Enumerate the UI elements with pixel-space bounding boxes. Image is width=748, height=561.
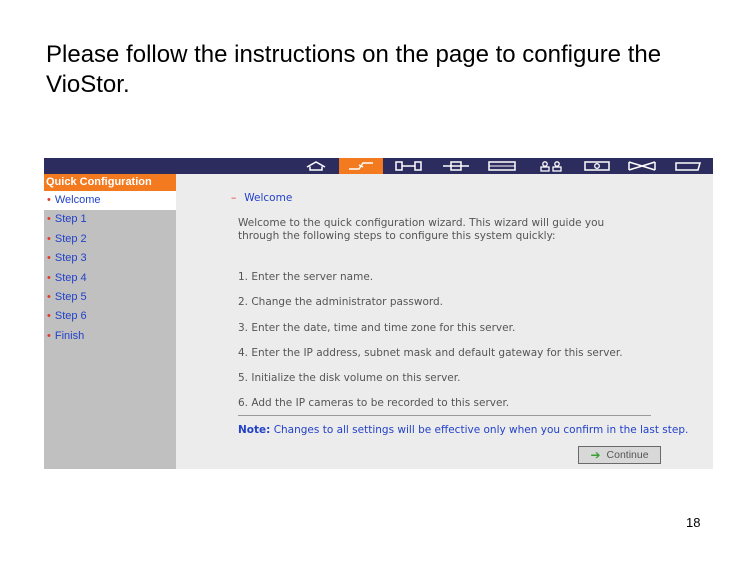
page-number: 18	[686, 515, 701, 530]
nav-users[interactable]	[529, 158, 573, 174]
sidebar-item-label: Step 4	[54, 271, 87, 284]
step-text: 5. Initialize the disk volume on this server.	[238, 372, 461, 384]
nav-network[interactable]	[434, 158, 478, 174]
sidebar-item-step-3[interactable]	[44, 249, 176, 268]
nav-camera[interactable]	[575, 158, 619, 174]
note-text	[238, 424, 688, 436]
bandwidth-icon	[627, 160, 657, 172]
sidebar-item-welcome[interactable]	[44, 191, 176, 210]
sidebar-item-label: Step 1	[54, 213, 87, 226]
users-icon	[536, 160, 566, 172]
continue-label: Continue	[606, 449, 649, 461]
bullet-icon: •	[47, 290, 51, 303]
intro-text: Welcome to the quick configuration wizard. This wizard will guide you through the following steps to configure this system quickly:	[238, 217, 605, 242]
sidebar-item-step-5[interactable]	[44, 288, 176, 307]
note-body: Changes to all settings will be effective only when you confirm in the last step.	[273, 424, 689, 436]
nav-bandwidth[interactable]	[620, 158, 664, 174]
main-content	[176, 174, 713, 469]
home-icon	[304, 160, 328, 172]
disk-icon	[487, 160, 517, 172]
sidebar-item-label: Step 6	[54, 310, 87, 323]
sidebar-item-label: Step 5	[54, 290, 87, 303]
nav-home[interactable]	[294, 158, 338, 174]
bullet-icon: •	[47, 329, 51, 342]
sidebar	[44, 174, 176, 469]
bullet-icon: •	[47, 310, 51, 323]
sidebar-item-step-2[interactable]	[44, 230, 176, 249]
note-label: Note:	[238, 424, 271, 436]
quick-config-icon	[347, 160, 375, 172]
nav-logout[interactable]	[666, 158, 710, 174]
network-icon	[441, 160, 471, 172]
sidebar-item-step-4[interactable]	[44, 269, 176, 288]
bullet-icon: •	[47, 194, 51, 206]
arrow-right-icon: ➔	[590, 448, 601, 462]
sidebar-item-finish[interactable]	[44, 327, 176, 346]
nav-quick-config[interactable]	[339, 158, 383, 174]
logout-icon	[673, 160, 703, 172]
sidebar-item-step-6[interactable]	[44, 307, 176, 326]
system-tools-icon	[394, 160, 424, 172]
bullet-icon: •	[47, 271, 51, 284]
step-text: 6. Add the IP cameras to be recorded to this server.	[238, 397, 510, 409]
sidebar-item-step-1[interactable]	[44, 210, 176, 229]
slide-title: Please follow the instructions on the page to configure the VioStor.	[46, 41, 662, 98]
section-title-label: Welcome	[244, 192, 293, 204]
section-title	[231, 192, 292, 204]
collapse-dash-icon[interactable]: –	[231, 192, 237, 204]
step-text: 2. Change the administrator password.	[238, 296, 444, 308]
nav-system-tools[interactable]	[387, 158, 431, 174]
bullet-icon: •	[47, 232, 51, 245]
step-text: 4. Enter the IP address, subnet mask and default gateway for this server.	[238, 347, 623, 359]
step-text: 3. Enter the date, time and time zone for this server.	[238, 322, 516, 334]
camera-icon	[582, 160, 612, 172]
sidebar-header: Quick Configuration	[44, 174, 176, 191]
sidebar-item-label: Welcome	[54, 194, 101, 206]
sidebar-item-label: Step 3	[54, 252, 87, 265]
continue-button[interactable]	[578, 446, 661, 464]
bullet-icon: •	[47, 213, 51, 226]
sidebar-item-label: Step 2	[54, 232, 87, 245]
nav-disk[interactable]	[480, 158, 524, 174]
divider	[238, 415, 651, 416]
bullet-icon: •	[47, 252, 51, 265]
viostor-window	[44, 158, 713, 469]
sidebar-item-label: Finish	[54, 329, 85, 342]
top-navigation-bar	[44, 158, 713, 174]
step-text: 1. Enter the server name.	[238, 271, 374, 283]
